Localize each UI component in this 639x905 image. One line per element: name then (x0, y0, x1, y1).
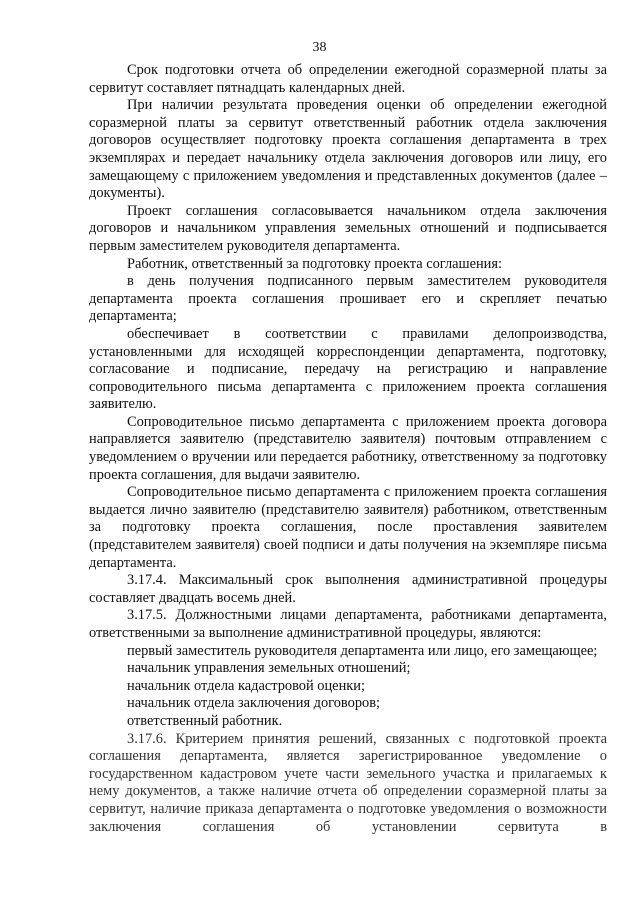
list-item: обеспечивает в соответствии с правилами делопроизводства, установленными для исходящей корреспонденции департамента, подготовку, согласование и подписание, передачу на регистрацию и направление сопроводительного письма департамента с приложением проекта соглашения заявителю. (89, 325, 607, 413)
paragraph: Сопроводительное письмо департамента с приложением проекта договора направляется заявителю (представителю заявителя) почтовым отправлением с уведомлением о вручении или передается работнику, ответственному за подготовку проекта соглашения, для выдачи заявителю. (89, 413, 607, 483)
section-clause: 3.17.6. Критерием принятия решений, связанных с подготовкой проекта соглашения департамента, является зарегистрированное уведомление о государственном кадастровом учете части земельного участка и прилагаемых к нему документов, а также наличие отчета об определении соразмерной платы за сервитут, наличие приказа департамента о подготовке уведомления о возможности заключения соглашения об установлении сервитута в (89, 730, 607, 835)
section-clause: 3.17.4. Максимальный срок выполнения административной процедуры составляет двадцать восемь дней. (89, 572, 607, 606)
list-item: начальник отдела кадастровой оценки; (127, 677, 365, 694)
paragraph: Срок подготовки отчета об определении ежегодной соразмерной платы за сервитут составляет пятнадцать календарных дней. (89, 62, 607, 96)
page-number: 38 (312, 40, 327, 55)
paragraph: Сопроводительное письмо департамента с приложением проекта соглашения выдается лично заявителю (представителю заявителя) работником, ответственным за подготовку проекта соглашения, после проставления заявителем (представителем заявителя) своей подписи и даты получения на экземпляре письма департамента. (89, 484, 607, 571)
document-body (89, 62, 607, 836)
paragraph: При наличии результата проведения оценки об определении ежегодной соразмерной платы за сервитут ответственный работник отдела заключения договоров осуществляет подготовку проекта соглашения департамента в трех экземплярах и передает начальнику отдела заключения договоров или лицу, его замещающему с приложением уведомления и представленных документов (далее – документы). (89, 97, 607, 202)
list-item: ответственный работник. (127, 712, 283, 729)
list-item: в день получения подписанного первым заместителем руководителя департамента проекта соглашения прошивает его и скрепляет печатью департамента; (89, 273, 607, 325)
paragraph: Проект соглашения согласовывается начальником отдела заключения договоров и начальником управления земельных отношений и подписывается первым заместителем руководителя департамента. (89, 202, 607, 254)
list-item: первый заместитель руководителя департамента или лицо, его замещающее; (127, 642, 598, 659)
list-item: начальник управления земельных отношений; (127, 660, 411, 677)
list-item: начальник отдела заключения договоров; (127, 695, 381, 712)
paragraph: Работник, ответственный за подготовку проекта соглашения: (127, 255, 503, 272)
section-clause: 3.17.5. Должностными лицами департамента, работниками департамента, ответственными за выполнение административной процедуры, являются: (89, 607, 607, 641)
